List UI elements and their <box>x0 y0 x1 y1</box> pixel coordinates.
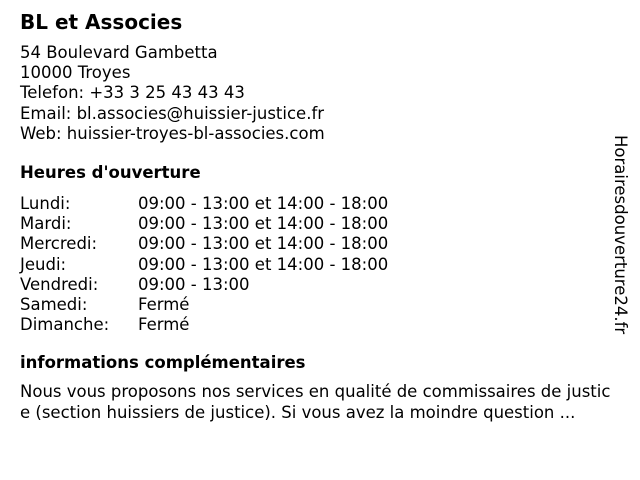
hours-row-tuesday <box>20 214 440 234</box>
day-label: Lundi: <box>20 194 71 213</box>
hours-heading: Heures d'ouverture <box>20 163 201 182</box>
day-label: Dimanche: <box>20 315 110 335</box>
hours-row-monday <box>20 194 440 214</box>
business-name: BL et Associes <box>20 10 183 34</box>
info-heading: informations complémentaires <box>20 353 306 372</box>
hours-row-wednesday <box>20 234 440 254</box>
hours-row-thursday <box>20 255 440 275</box>
day-label: Vendredi: <box>20 274 99 294</box>
address-street: 54 Boulevard Gambetta <box>20 43 218 62</box>
time-value: 09:00 - 13:00 et 14:00 - 18:00 <box>138 234 389 254</box>
phone-number[interactable]: Telefon: +33 3 25 43 43 43 <box>20 83 245 103</box>
hours-row-friday <box>20 275 440 295</box>
site-watermark-label: Horairesdouverture24.fr <box>611 135 630 335</box>
opening-hours-table <box>20 194 440 335</box>
time-value: 09:00 - 13:00 et 14:00 - 18:00 <box>138 194 389 213</box>
website-link[interactable]: Web: huissier-troyes-bl-associes.com <box>20 123 325 143</box>
day-label: Mardi: <box>20 214 72 234</box>
info-description: Nous vous proposons nos services en qualité de commissaires de justice (section huissiers de justice). Si vous avez la moindre question ... <box>20 382 611 422</box>
time-value: 09:00 - 13:00 <box>138 274 250 294</box>
day-label: Samedi: <box>20 294 88 314</box>
address-city: 10000 Troyes <box>20 63 131 83</box>
time-value: Fermé <box>138 315 190 335</box>
time-value: 09:00 - 13:00 et 14:00 - 18:00 <box>138 214 389 234</box>
time-value: 09:00 - 13:00 et 14:00 - 18:00 <box>138 254 389 274</box>
contact-block <box>20 43 325 144</box>
hours-row-saturday <box>20 295 440 315</box>
hours-row-sunday <box>20 315 440 335</box>
day-label: Mercredi: <box>20 234 98 254</box>
time-value: Fermé <box>138 294 190 314</box>
day-label: Jeudi: <box>20 254 67 274</box>
email-address[interactable]: Email: bl.associes@huissier-justice.fr <box>20 103 325 123</box>
